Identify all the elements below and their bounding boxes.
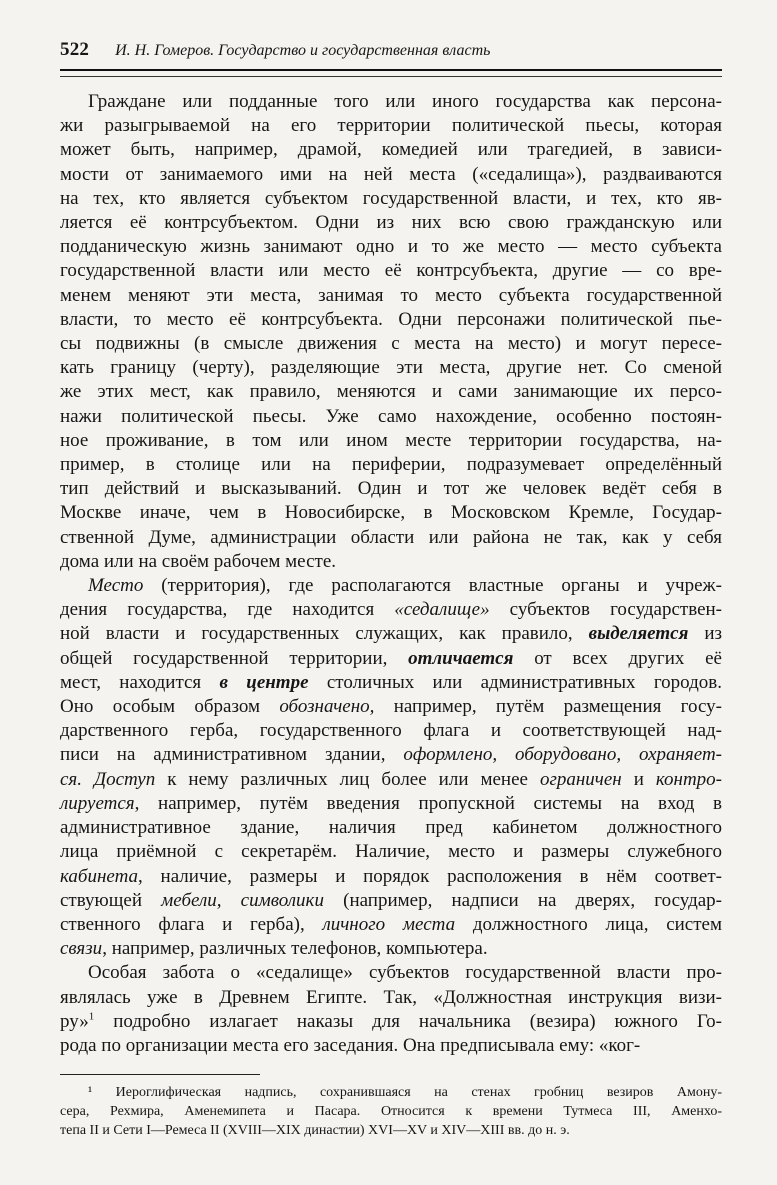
text-run: от всех других её — [513, 647, 722, 669]
text-run: ру» — [60, 1010, 89, 1032]
text-line — [60, 937, 722, 961]
text-line — [60, 259, 722, 283]
text-line — [60, 114, 722, 138]
footnote-line: сера, Рехмира, Аменемипета и Пасара. Относится к времени Тутмеса III, Аменхо- — [60, 1104, 722, 1119]
text-run: сы подвижны (в смысле движения с места на место) и могут пересе- — [60, 333, 722, 355]
text-line — [60, 913, 722, 937]
text-line — [60, 574, 722, 598]
text-line — [60, 986, 722, 1010]
text-run: ся. Доступ — [60, 768, 156, 790]
text-run: мости от занимаемого ими на ней места («седалища»), раздваиваются — [60, 163, 722, 185]
paragraph — [60, 90, 722, 574]
page-number: 522 — [60, 39, 90, 60]
text-line — [60, 308, 722, 332]
text-run: дения государства, где находится — [60, 599, 395, 621]
header-rule-thin — [60, 76, 722, 77]
text-run: подробно излагает наказы для начальника (везира) южного Го- — [94, 1010, 722, 1032]
text-run: мебели, символики — [161, 889, 324, 911]
text-run: Москве иначе, чем в Новосибирске, в Московском Кремле, Государ- — [60, 502, 722, 524]
text-run: Граждане или подданные того или иного государства как персона- — [88, 91, 722, 112]
text-run: Особая забота о «седалище» субъектов государственной власти про- — [88, 962, 722, 984]
main-text — [60, 90, 722, 1058]
text-run: являлась уже в Древнем Египте. Так, «Должностная инструкция визи- — [60, 986, 722, 1008]
text-run: , например, путём введения пропускной системы на вход в — [134, 792, 722, 814]
text-run: мест, находится — [60, 671, 220, 693]
text-run: личного места — [322, 913, 456, 935]
text-line — [60, 501, 722, 525]
text-run: ной власти и государственных служащих, как правило, — [60, 623, 589, 645]
text-line — [60, 695, 722, 719]
text-run: пример, в столице или на периферии, подразумевает определённый — [60, 454, 722, 476]
text-line — [60, 671, 722, 695]
text-run: например, путём размещения госу- — [374, 696, 722, 718]
text-line — [60, 526, 722, 550]
text-run: подданическую жизнь занимают одно и то же место — место субъекта — [60, 236, 722, 258]
text-line — [60, 380, 722, 404]
text-run: менем меняют эти места, занимая то место субъекта государственной — [60, 284, 722, 306]
text-run: рода по организации места его заседания. Она предписывала ему: «ког- — [60, 1034, 641, 1056]
text-run: тип действий и высказываний. Один и тот же человек ведёт себя в — [60, 478, 722, 500]
text-run: же этих мест, как правило, меняются и сами занимающие их персо- — [60, 381, 722, 403]
text-line — [60, 453, 722, 477]
text-run: «седалище» — [394, 599, 490, 621]
text-line — [60, 211, 722, 235]
text-run: ограничен — [539, 768, 622, 790]
text-run: к нему различных лиц более или менее — [155, 768, 540, 790]
text-line — [60, 647, 722, 671]
text-line — [60, 768, 722, 792]
text-run: писи на административном здании, — [60, 744, 404, 766]
footnote-line: тепа II и Сети I—Ремеса II (XVIII—XIX династии) XVI—XV и XIV—XIII вв. до н. э. — [60, 1123, 570, 1138]
text-line — [60, 284, 722, 308]
footnote-marker: 1 — [88, 1010, 95, 1023]
text-run: , наличие, размеры и порядок расположения в нём соответ- — [138, 865, 722, 887]
text-run: на тех, кто является субъектом государственной власти, и тех, кто яв- — [60, 187, 722, 209]
text-run: жи разыгрываемой на его территории политической пьесы, которая — [60, 115, 722, 137]
text-run: общей государственной территории, — [60, 647, 409, 669]
text-run: (например, надписи на дверях, государ- — [323, 889, 722, 911]
text-run: административное здание, наличия пред кабинетом должностного — [60, 817, 722, 839]
text-run: нажи политической пьесы. Уже само нахождение, особенно постоян- — [60, 405, 722, 427]
text-run: отличается — [408, 647, 514, 669]
text-line — [60, 163, 722, 187]
text-line — [60, 865, 722, 889]
text-run: и — [621, 768, 656, 790]
text-line — [60, 332, 722, 356]
text-run: дома или на своём рабочем месте. — [60, 550, 337, 572]
text-run: ное проживание, в том или ином месте территории государства, на- — [60, 429, 722, 451]
text-line — [60, 356, 722, 380]
text-run: контро- — [655, 768, 723, 790]
text-run: в центре — [219, 671, 309, 693]
text-line — [60, 961, 722, 985]
text-line — [60, 840, 722, 864]
text-line — [60, 1034, 722, 1058]
text-run: дарственного герба, государственного флага и соответствующей над- — [60, 720, 722, 742]
text-run: связи — [60, 938, 103, 960]
text-run: власти, то место её контрсубъекта. Одни персонажи политической пье- — [60, 308, 722, 330]
text-run: выделяется — [588, 623, 689, 645]
text-line — [60, 622, 722, 646]
text-run: ляется её контрсубъектом. Одни из них всю свою гражданскую или — [60, 212, 722, 234]
text-line — [60, 719, 722, 743]
text-run: кабинета — [60, 865, 139, 887]
text-line — [60, 187, 722, 211]
text-line — [60, 477, 722, 501]
text-run: кать границу (черту), разделяющие эти места, другие нет. Со сменой — [60, 357, 722, 379]
text-line — [60, 598, 722, 622]
running-title: И. Н. Гомеров. Государство и государственная власть — [115, 42, 491, 59]
text-run: (территория), где располагаются властные органы и учреж- — [143, 575, 722, 597]
text-run: , например, различных телефонов, компьютера. — [102, 938, 488, 960]
footnote — [60, 1083, 722, 1140]
text-line — [60, 1010, 722, 1034]
text-run: из — [688, 623, 722, 645]
text-line — [60, 550, 722, 574]
text-line — [60, 138, 722, 162]
footnote-line: ¹ Иероглифическая надпись, сохранившаяся на стенах гробниц везиров Амону- — [88, 1085, 722, 1100]
text-run: столичных или административных городов. — [308, 671, 723, 693]
text-run: государственной власти или место её контрсубъекта, другие — со вре- — [60, 260, 722, 282]
text-run: ственной Думе, администрации области или района не так, как у себя — [60, 526, 722, 548]
text-line — [60, 429, 722, 453]
paragraph — [60, 574, 722, 961]
text-run: лица приёмной с секретарём. Наличие, место и размеры служебного — [60, 841, 722, 863]
text-line — [60, 816, 722, 840]
text-line — [60, 792, 722, 816]
paragraph — [60, 961, 722, 1058]
text-line — [60, 90, 722, 114]
text-run: должностного лица, систем — [455, 913, 722, 935]
text-run: лируется — [60, 792, 135, 814]
header-rule-thick — [60, 69, 722, 71]
text-line — [60, 743, 722, 767]
text-run: может быть, например, драмой, комедией или трагедией, в зависи- — [60, 139, 722, 161]
text-run: Оно особым образом — [60, 696, 280, 718]
text-line — [60, 889, 722, 913]
text-run: ствующей — [60, 889, 162, 911]
footnote-separator — [60, 1074, 260, 1075]
text-run: субъектов государствен- — [489, 599, 722, 621]
text-run: обозначено, — [279, 696, 375, 718]
running-head — [60, 40, 722, 61]
text-line — [60, 405, 722, 429]
text-run: Место — [88, 575, 144, 597]
text-run: ственного флага и герба), — [60, 913, 323, 935]
text-line — [60, 235, 722, 259]
text-run: оформлено, оборудовано, охраняет- — [403, 744, 722, 766]
